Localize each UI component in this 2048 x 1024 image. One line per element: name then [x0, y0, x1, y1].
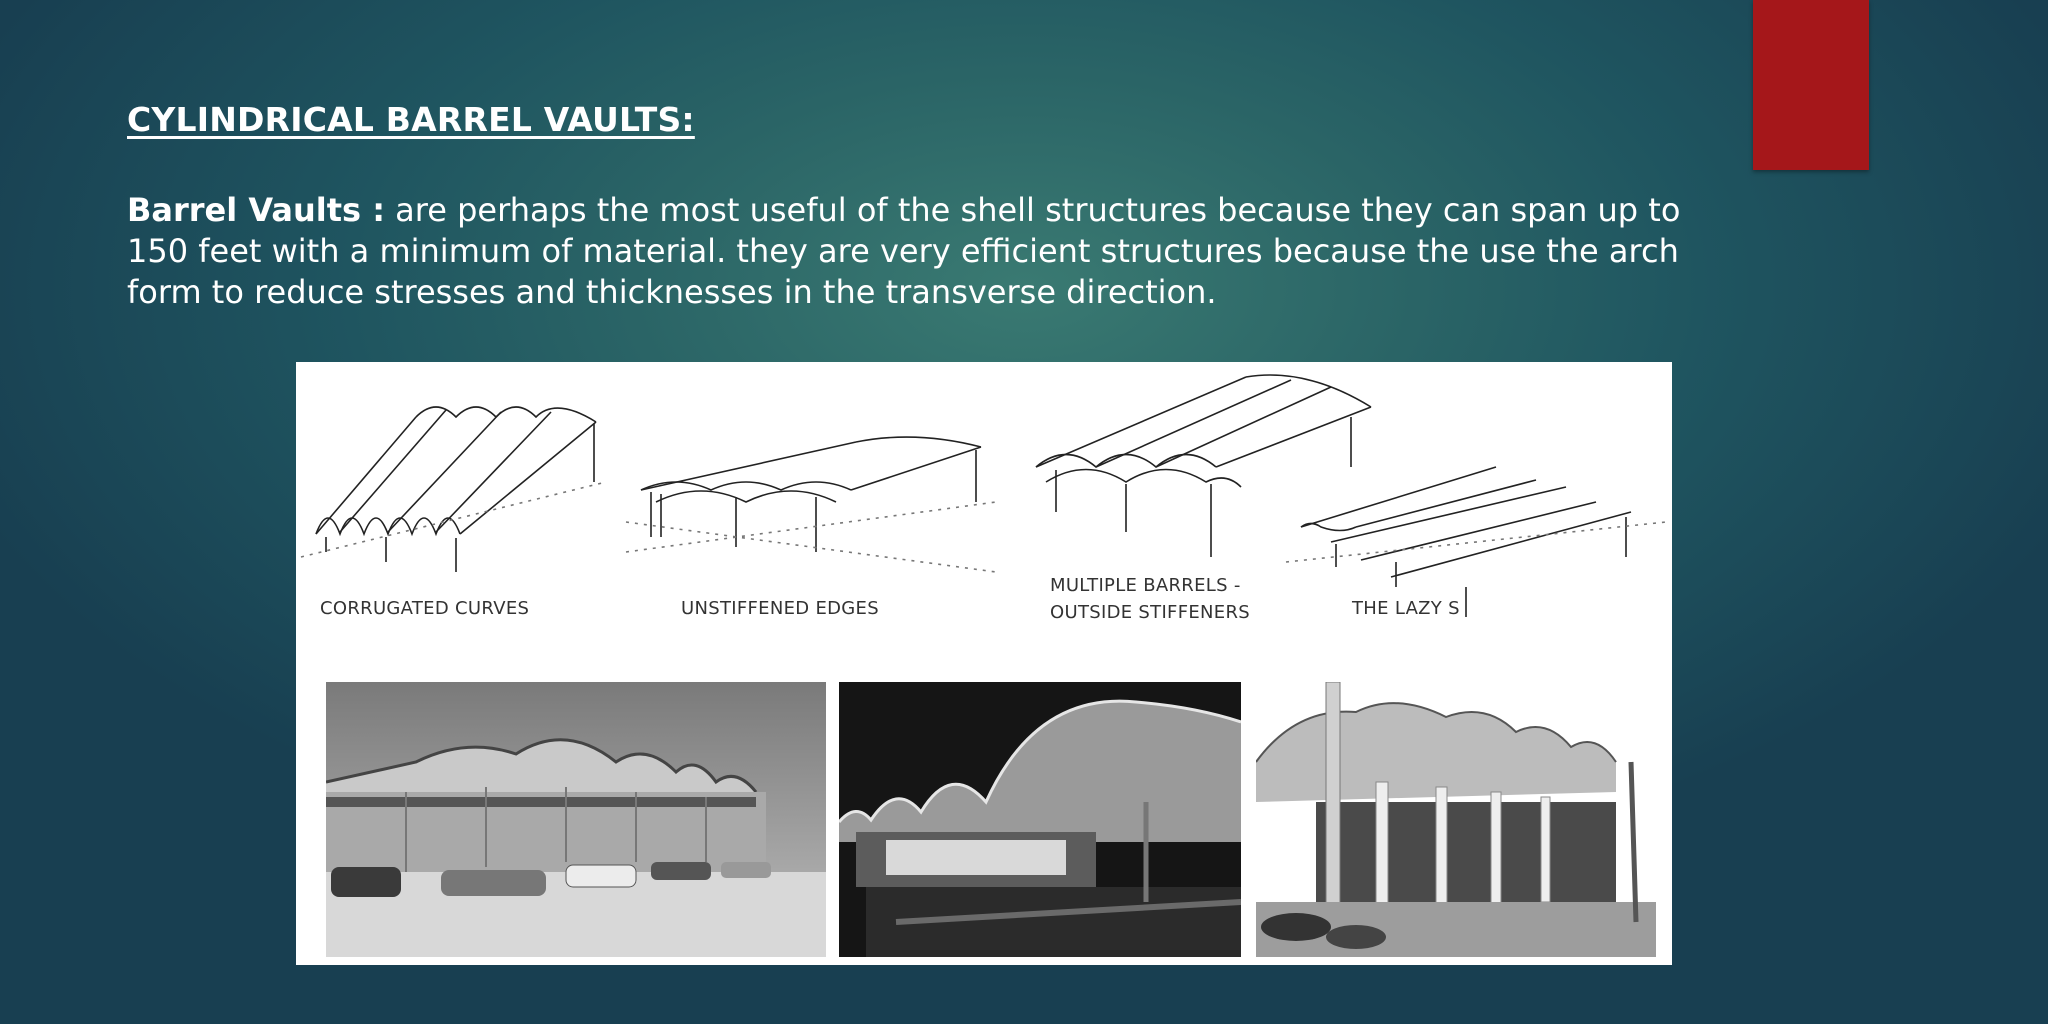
caption-multiple-barrels-line1: MULTIPLE BARRELS -: [1050, 575, 1241, 596]
body-description: are perhaps the most useful of the shell structures because they can span up to 150 feet with a minimum of material. they are very efficient structures because the use the arch form to reduce stresses and thicknesses in the transverse direction.: [127, 191, 1681, 311]
caption-corrugated-curves: CORRUGATED CURVES: [320, 598, 530, 619]
body-lead-term: Barrel Vaults :: [127, 191, 385, 229]
barrel-vault-figure: [296, 362, 1672, 965]
caption-unstiffened-edges: UNSTIFFENED EDGES: [681, 598, 879, 619]
figure-svg: [296, 362, 1672, 965]
slide-title: CYLINDRICAL BARREL VAULTS:: [127, 100, 695, 139]
caption-multiple-barrels-line2: OUTSIDE STIFFENERS: [1050, 602, 1251, 623]
lazy-s-sketch: [1286, 467, 1666, 617]
night-barrel-vault-building-photo: [839, 682, 1241, 957]
slide-body-text: [127, 190, 1747, 313]
unstiffened-edges-sketch: [626, 437, 996, 572]
accent-tab: [1753, 0, 1869, 170]
multiple-barrels-sketch: [1036, 375, 1371, 557]
caption-lazy-s: THE LAZY S: [1352, 598, 1460, 619]
warehouse-barrel-roof-photo: [326, 682, 826, 957]
arched-canopy-colonnade-photo: [1256, 682, 1656, 957]
corrugated-curves-sketch: [301, 407, 606, 572]
